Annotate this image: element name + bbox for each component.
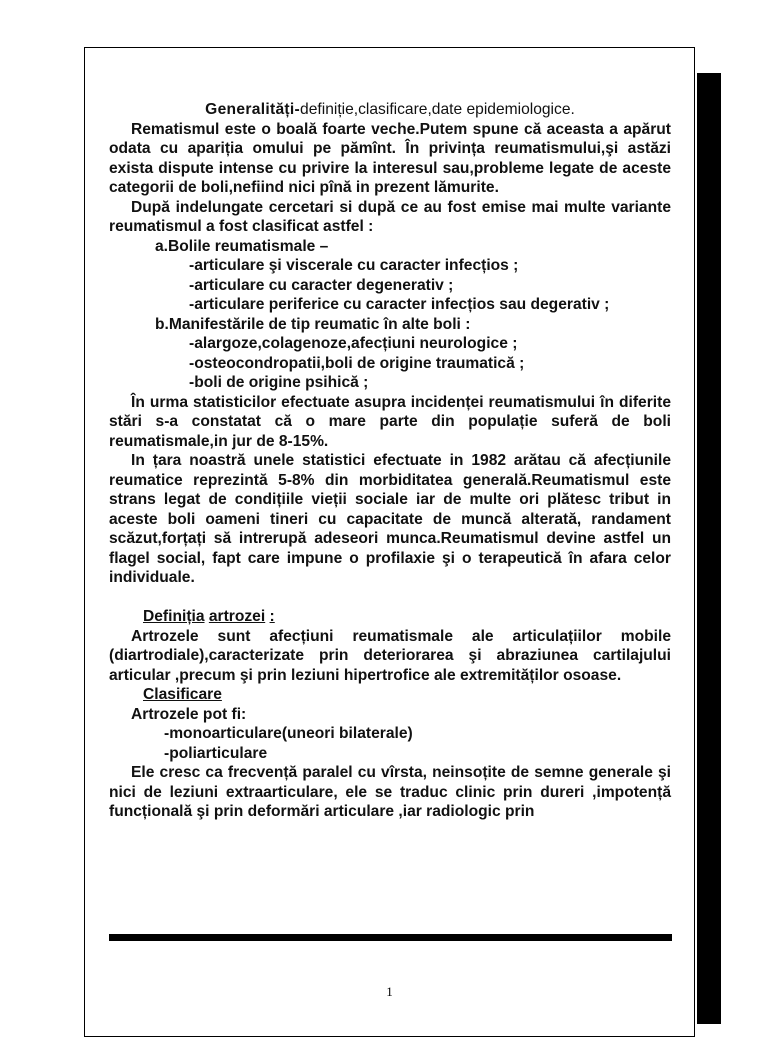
list-a-item-2: -articulare cu caracter degenerativ ; <box>189 276 454 294</box>
title-rest: definiție,clasificare,date epidemiologice. <box>300 101 575 118</box>
list-b-item-3: -boli de origine psihică ; <box>189 374 369 391</box>
paragraph-2: După indelungate cercetari si după ce au fost emise mai multe variante reumatismul a fost clasificat astfel : <box>109 198 671 235</box>
list-b-item-1: -alargoze,colagenoze,afecțiuni neurologice ; <box>189 335 518 352</box>
paragraph-3: În urma statisticilor efectuate asupra incidenței reumatismului în diferite stări s-a constatat că o mare parte din populație suferă de boli reumatismale,in jur de 8-15%. <box>109 393 671 450</box>
page-content <box>109 100 671 822</box>
paragraph-7: Ele cresc ca frecvență paralel cu vîrsta, neinsoțite de semne generale şi nici de leziuni extraarticulare, ele se traduc clinic prin dureri ,impotență funcțională şi prin deformări articulare ,iar radiologic prin <box>109 764 671 820</box>
list-a-heading: a.Bolile reumatismale – <box>155 237 329 255</box>
definition-colon: : <box>269 608 275 625</box>
page-shadow <box>697 73 721 1024</box>
page-title <box>109 100 671 120</box>
definition-heading <box>109 607 671 627</box>
classification-heading: Clasificare <box>143 686 222 703</box>
document-page <box>84 47 695 1037</box>
list-a-item-1: -articulare şi viscerale cu caracter infecțios ; <box>189 257 519 274</box>
artrozei-word: artrozei <box>208 608 266 625</box>
list-a-item-3: -articulare periferice cu caracter infecțios sau degerativ ; <box>189 296 610 313</box>
definition-word: Definiția <box>143 608 205 625</box>
paragraph-4: In țara noastră unele statistici efectuate in 1982 arătau că afecțiunile reumatice reprezintă 5-8% din morbiditatea generală.Reumatismul este strans legat de condițiile vieții sociale iar de multe ori plătesc tribut in aceste boli oameni tineri cu capacitate de muncă alterată, randament scăzut,forțați să intrerupă adeseori munca.Reumatismul devine astfel un flagel social, fapt care impune o profilaxie şi o terapeutică în afara celor individuale. <box>109 452 671 586</box>
types-item-2: -poliarticulare <box>164 744 268 762</box>
types-item-1: -monoarticulare(uneori bilaterale) <box>164 725 413 742</box>
blank-line <box>109 588 671 608</box>
page-number: 1 <box>386 984 393 999</box>
list-b-item-2: -osteocondropatii,boli de origine traumatică ; <box>189 354 525 372</box>
list-b-heading: b.Manifestările de tip reumatic în alte boli : <box>155 315 471 333</box>
paragraph-5: Artrozele sunt afecțiuni reumatismale ale articulațiilor mobile (diartrodiale),caracterizate prin deteriorarea şi abraziunea cartilajului articular ,precum şi prin leziuni hipertrofice ale extremităților osoase. <box>109 627 671 684</box>
footer-rule <box>109 934 672 941</box>
paragraph-1: Rematismul este o boală foarte veche.Putem spune că aceasta a apărut odata cu apariția omului pe pămînt. În privința reumatismului,şi astăzi exista dispute intense cu privire la interesul sau,probleme legate de aceste categorii de boli,nefiind nici pînă in prezent lămurite. <box>109 120 671 196</box>
paragraph-6: Artrozele pot fi: <box>131 705 247 723</box>
title-bold: Generalități- <box>205 101 301 118</box>
